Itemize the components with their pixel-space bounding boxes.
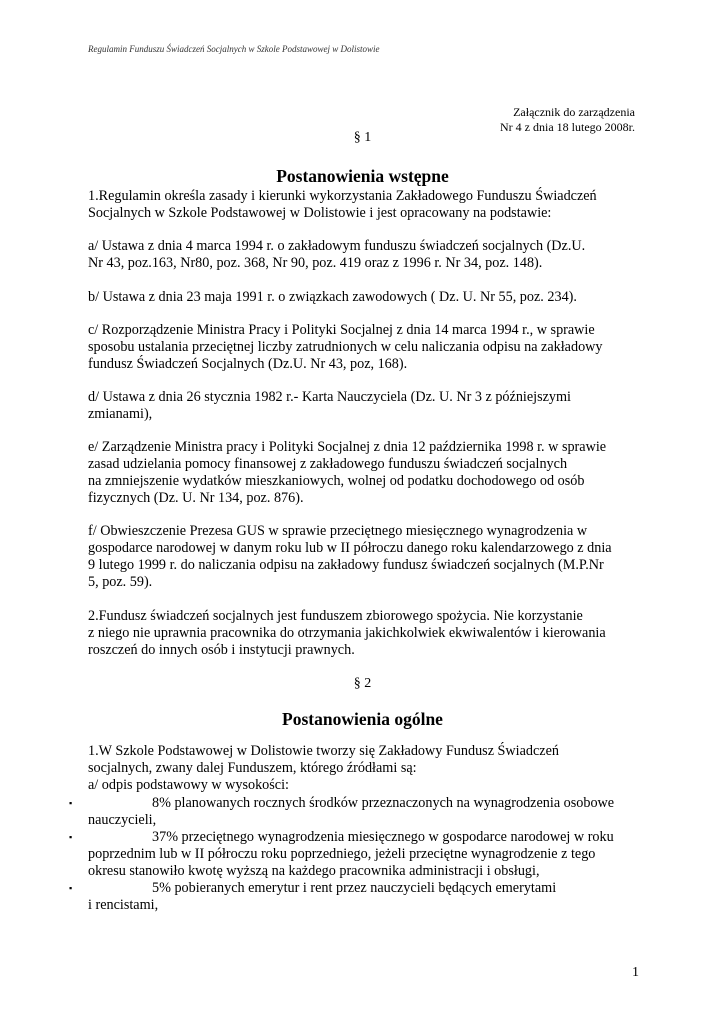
attachment-line-1: Załącznik do zarządzenia	[513, 105, 635, 119]
text-line: socjalnych, zwany dalej Funduszem, którego źródłami są:	[88, 760, 417, 776]
text-line: Nr 43, poz.163, Nr80, poz. 368, Nr 90, poz. 419 oraz z 1996 r. Nr 34, poz. 148).	[88, 255, 543, 271]
attachment-line-2: Nr 4 z dnia 18 lutego 2008r.	[500, 120, 635, 134]
bullet-item-3	[88, 880, 648, 914]
text-line: z niego nie uprawnia pracownika do otrzymania jakichkolwiek ekwiwalentów i kierowania	[88, 625, 606, 641]
section-2-title: Postanowienia ogólne	[282, 709, 443, 729]
text-line: a/ Ustawa z dnia 4 marca 1994 r. o zakładowym funduszu świadczeń socjalnych (Dz.U.	[88, 238, 586, 254]
text-line: fundusz Świadczeń Socjalnych (Dz.U. Nr 43, poz, 168).	[88, 356, 408, 372]
text-line: zasad udzielania pomocy finansowej z zakładowego funduszu świadczeń socjalnych	[88, 456, 568, 472]
text-line: okresu stanowiło kwotę wyższą na każdego pracownika administracji i obsługi,	[88, 863, 540, 879]
text-line: roszczeń do innych osób i instytucji prawnych.	[88, 642, 355, 658]
bullet-item-2	[88, 829, 648, 880]
text-line: 1.Regulamin określa zasady i kierunki wykorzystania Zakładowego Funduszu Świadczeń	[88, 188, 597, 204]
text-line: gospodarce narodowej w danym roku lub w II półroczu danego roku kalendarzowego z dnia	[88, 540, 612, 556]
text-line: nauczycieli,	[88, 812, 157, 828]
bullet-marker: ▪	[69, 798, 73, 808]
section-1-point-2	[88, 608, 648, 659]
section-1-symbol: § 1	[353, 130, 372, 145]
text-line: i rencistami,	[88, 897, 159, 913]
clause-c	[88, 322, 648, 373]
text-line: e/ Zarządzenie Ministra pracy i Polityki Socjalnej z dnia 12 października 1998 r. w sprawie	[88, 439, 607, 455]
section-2-symbol: § 2	[353, 676, 372, 691]
text-line: 5% pobieranych emerytur i rent przez nauczycieli będących emerytami	[152, 880, 557, 896]
text-line: b/ Ustawa z dnia 23 maja 1991 r. o związkach zawodowych ( Dz. U. Nr 55, poz. 234).	[88, 289, 577, 305]
section-1-title: Postanowienia wstępne	[276, 166, 449, 186]
section-1-intro	[88, 188, 648, 222]
bullet-item-1	[88, 795, 648, 829]
text-line: 1.W Szkole Podstawowej w Dolistowie tworzy się Zakładowy Fundusz Świadczeń	[88, 743, 559, 759]
running-header: Regulamin Funduszu Świadczeń Socjalnych w Szkole Podstawowej w Dolistowie	[88, 44, 380, 54]
text-line: zmianami),	[88, 406, 153, 422]
text-line: d/ Ustawa z dnia 26 stycznia 1982 r.- Karta Nauczyciela (Dz. U. Nr 3 z późniejszymi	[88, 389, 571, 405]
bullet-marker: ▪	[69, 883, 73, 893]
text-line: a/ odpis podstawowy w wysokości:	[88, 777, 289, 793]
text-line: 9 lutego 1999 r. do naliczania odpisu na zakładowy fundusz świadczeń socjalnych (M.P.Nr	[88, 557, 604, 573]
text-line: na zmniejszenie wydatków mieszkaniowych, wolnej od podatku dochodowego od osób	[88, 473, 585, 489]
clause-e	[88, 439, 648, 507]
page-number: 1	[632, 965, 639, 980]
text-line: c/ Rozporządzenie Ministra Pracy i Polityki Socjalnej z dnia 14 marca 1994 r., w sprawie	[88, 322, 595, 338]
text-line: Socjalnych w Szkole Podstawowej w Dolistowie i jest opracowany na podstawie:	[88, 205, 552, 221]
clause-b	[88, 289, 648, 306]
text-line: poprzednim lub w II półroczu roku poprzedniego, jeżeli przeciętne wynagrodzenie z tego	[88, 846, 596, 862]
clause-f	[88, 523, 648, 591]
clause-d	[88, 389, 648, 423]
clause-a	[88, 238, 648, 272]
section-2-intro	[88, 743, 648, 794]
text-line: 2.Fundusz świadczeń socjalnych jest funduszem zbiorowego spożycia. Nie korzystanie	[88, 608, 583, 624]
text-line: 8% planowanych rocznych środków przeznaczonych na wynagrodzenia osobowe	[152, 795, 615, 811]
text-line: f/ Obwieszczenie Prezesa GUS w sprawie przeciętnego miesięcznego wynagrodzenia w	[88, 523, 588, 539]
text-line: sposobu ustalania przeciętnej liczby zatrudnionych w celu naliczania odpisu na zakładowy	[88, 339, 603, 355]
bullet-marker: ▪	[69, 832, 73, 842]
text-line: 37% przeciętnego wynagrodzenia miesięcznego w gospodarce narodowej w roku	[152, 829, 614, 845]
text-line: fizycznych (Dz. U. Nr 134, poz. 876).	[88, 490, 304, 506]
text-line: 5, poz. 59).	[88, 574, 153, 590]
